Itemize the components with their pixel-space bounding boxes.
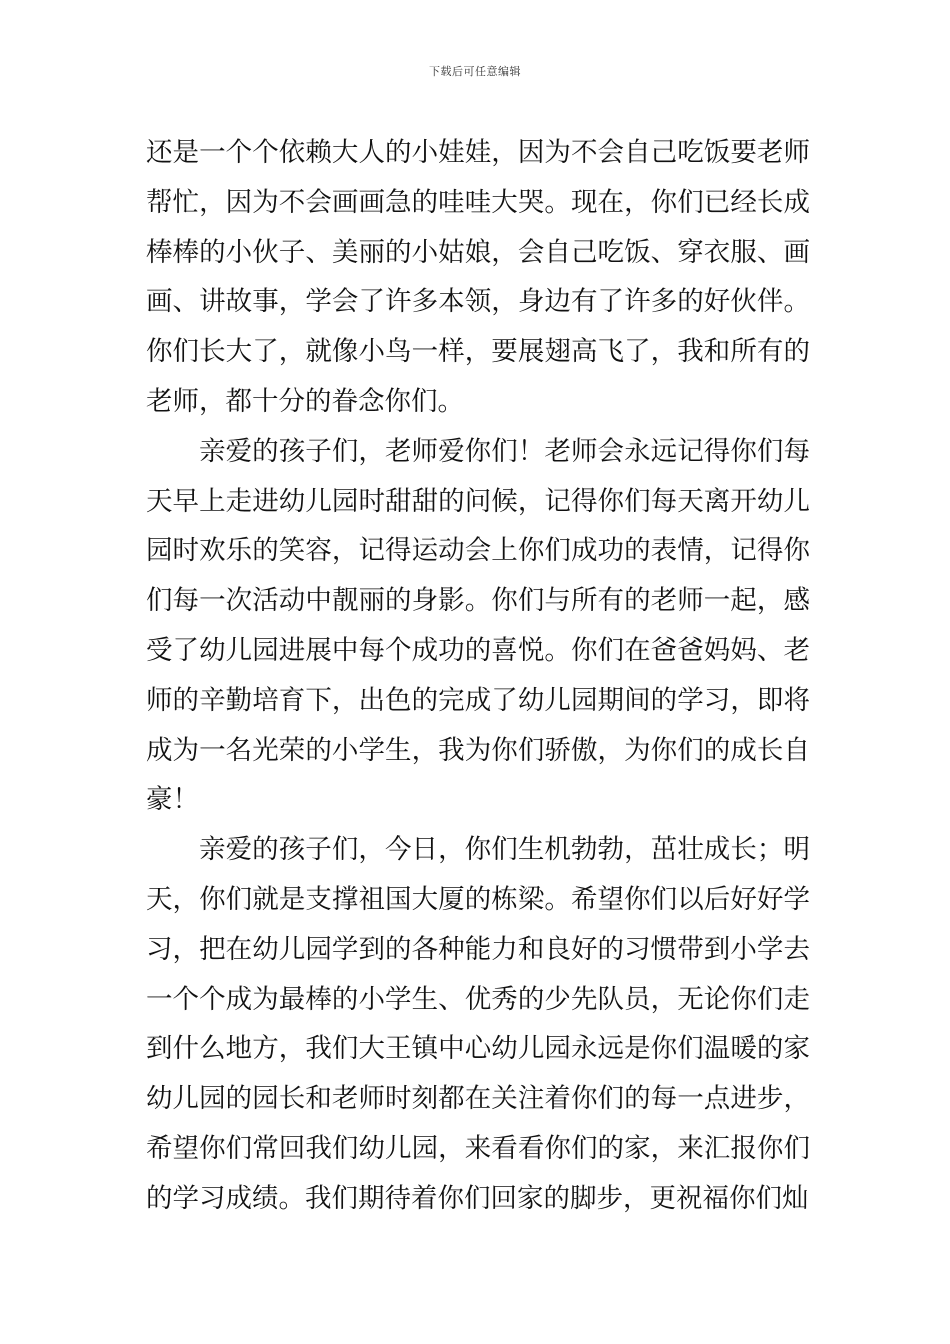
paragraph-3: 亲爱的孩子们，今日，你们生机勃勃，茁壮成长；明天，你们就是支撑祖国大厦的栋梁。希望你们以后好好学习，把在幼儿园学到的各种能力和良好的习惯带到小学去一个个成为最棒的小学生、优秀的少先队员，无论你们走到什么地方，我们大王镇中心幼儿园永远是你们温暖的家幼儿园的园长和老师时刻都在关注着你们的每一点进步，希望你们常回我们幼儿园，来看看你们的家，来汇报你们的学习成绩。我们期待着你们回家的脚步，更祝福你们灿: [146, 834, 810, 1214]
page-header: 下载后可任意编辑: [429, 65, 521, 78]
paragraph-2: 亲爱的孩子们，老师爱你们！老师会永远记得你们每天早上走进幼儿园时甜甜的问候，记得你们每天离开幼儿园时欢乐的笑容，记得运动会上你们成功的表情，记得你们每一次活动中靓丽的身影。你们与所有的老师一起，感受了幼儿园进展中每个成功的喜悦。你们在爸爸妈妈、老师的辛勤培育下，出色的完成了幼儿园期间的学习，即将成为一名光荣的小学生，我为你们骄傲，为你们的成长自豪！: [146, 435, 810, 816]
document-body: [146, 128, 810, 1224]
paragraph-1: 还是一个个依赖大人的小娃娃，因为不会自己吃饭要老师帮忙，因为不会画画急的哇哇大哭。现在，你们已经长成棒棒的小伙子、美丽的小姑娘，会自己吃饭、穿衣服、画画、讲故事，学会了许多本领，身边有了许多的好伙伴。你们长大了，就像小鸟一样，要展翅高飞了，我和所有的老师，都十分的眷念你们。: [146, 137, 810, 417]
